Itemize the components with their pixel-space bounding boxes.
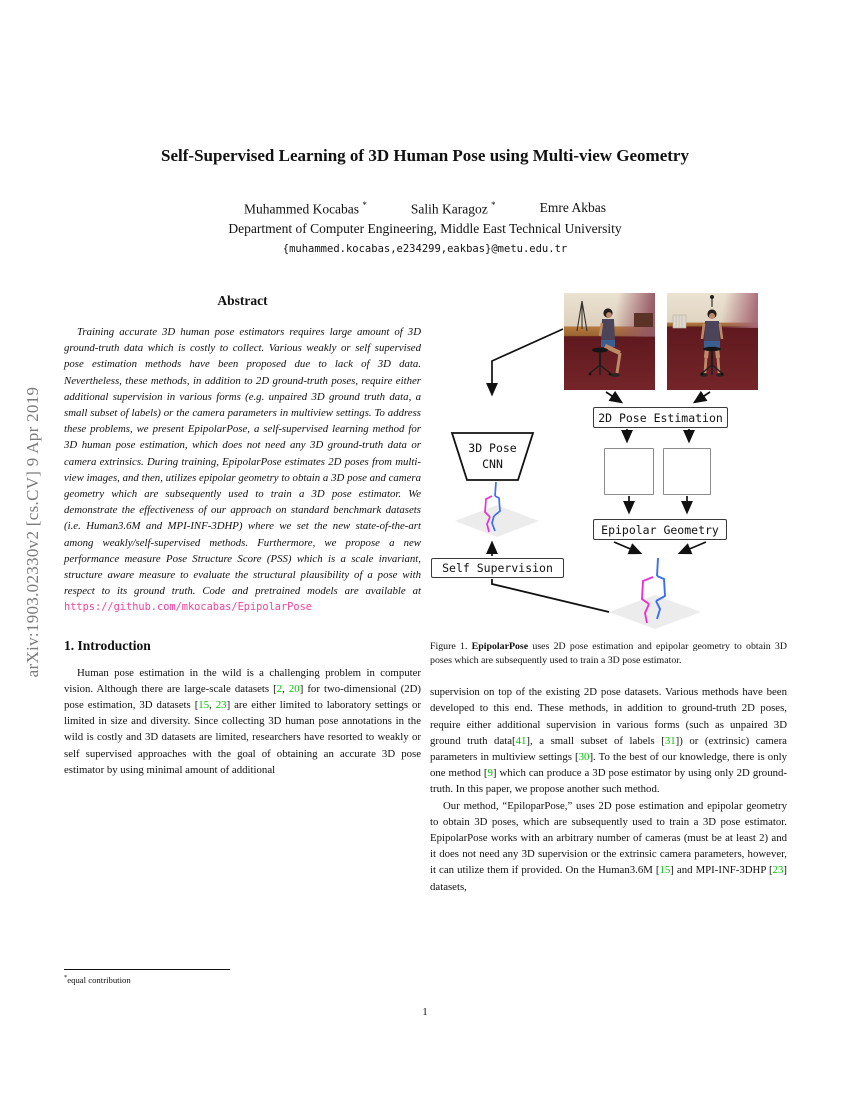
skeleton-box-1 [604, 448, 654, 495]
text-segment: Figure 1. [430, 641, 472, 652]
citation-ref[interactable]: 9 [487, 767, 493, 780]
text-segment: ] which can produce a 3D pose estimator by using only 2D ground-truth. In this paper, we propose another such method. [430, 767, 788, 796]
right-column-paragraph-2 [430, 798, 787, 895]
figure-1 [430, 290, 787, 637]
text-segment: ]. To the best of our knowledge, there is only one method [ [430, 751, 787, 780]
authors-row [0, 200, 850, 218]
author-3 [540, 200, 606, 218]
right-column [430, 290, 787, 895]
arrow-epipolar-to-3dpose-right [680, 542, 706, 553]
arrow-photo2-to-2dpose [695, 392, 710, 402]
ground-plane-left [455, 505, 539, 537]
arrow-photo-to-cnn [492, 329, 563, 394]
citation-ref[interactable]: 15 [198, 699, 210, 712]
figure-1-caption [430, 640, 787, 667]
citation-ref[interactable]: 31 [664, 734, 676, 747]
abstract-paragraph [64, 324, 421, 616]
citation-ref[interactable]: 23 [215, 699, 227, 712]
affiliation: Department of Computer Engineering, Middle East Technical University [228, 221, 622, 236]
arxiv-banner-text: arXiv:1903.02330v2 [cs.CV] 9 Apr 2019 [23, 386, 42, 678]
cnn-label-line1: 3D Pose [468, 441, 517, 455]
citation-ref[interactable]: 41 [515, 734, 527, 747]
author-2-name: Salih Karagoz [410, 201, 488, 217]
text-segment: Our method, “EpiloparPose,” uses 2D pose estimation and epipolar geometry to obtain 3D poses, which are subsequently used to train a 3D pose estimator. EpipolarPose works with an arbitrary number of cameras (must be at least 2) and it does not need any 3D supervision or the extrinsic camera parameters, however, it can utilize them if provided. On the Human3.6M [ [430, 799, 787, 877]
github-link[interactable]: https://github.com/mkocabas/EpipolarPose [64, 601, 312, 614]
text-segment: Human pose estimation in the wild is a challenging problem in computer vision. Although there are large-scale datasets [ [64, 666, 421, 695]
citation-ref[interactable]: 20 [288, 682, 300, 695]
email-line: {muhammed.kocabas,e234299,eakbas}@metu.edu.tr [282, 243, 568, 255]
skeleton-box-2 [663, 448, 711, 495]
text-segment: Training accurate 3D human pose estimators requires large amount of 3D ground-truth data which is costly to collect. Various weakly or self supervised pose estimation methods have been proposed due to lack of 3D data. Nevertheless, these methods, in addition to 2D ground-truth poses, require either additional supervision in various forms (e.g. unpaired 3D ground truth data, a small subset of labels) or the camera parameters in multiview settings. To address these problems, we present EpipolarPose, a self-supervised learning method for 3D human pose estimation, which does not need any 3D ground-truth data or camera extrinsics. During training, EpipolarPose estimates 2D poses from multi-view images, and then, utilizes epipolar geometry to obtain a 3D pose and camera geometry which are subsequently used to train a 3D pose estimator. We demonstrate the effectiveness of our approach on standard benchmark datasets (i.e. Human3.6M and MPI-INF-3DHP) where we set the new state-of-the-art among weakly/self-supervised methods. Furthermore, we propose a new performance measure Pose Structure Score (PSS) which is a scale invariant, structure aware measure to evaluate the structural plausibility of a pose with respect to its ground truth. Code and pretrained models are available at [64, 326, 421, 598]
arrow-epipolar-to-3dpose-left [614, 542, 640, 553]
text-segment: ]) or (extrinsic) camera parameters in multiview settings [ [430, 734, 787, 763]
box-epipolar-geometry: Epipolar Geometry [593, 519, 727, 540]
cnn-label [452, 440, 533, 472]
footnote-label: equal contribution [67, 974, 131, 985]
text-segment: ] datasets, [430, 864, 788, 893]
page-number: 1 [422, 1006, 428, 1018]
text-segment: uses 2D pose estimation and epipolar geometry to obtain 3D poses which are subsequently used to train a 3D pose estimator. [430, 641, 787, 666]
citation-ref[interactable]: 23 [772, 864, 784, 877]
box-2d-pose-estimation: 2D Pose Estimation [593, 407, 728, 428]
line-3dpose-to-selfsup [492, 579, 609, 612]
text-segment: , [282, 682, 289, 695]
ground-plane-bottom [609, 595, 701, 629]
text-segment: , [209, 699, 216, 712]
citation-ref[interactable]: 30 [578, 751, 590, 763]
author-2 [411, 200, 496, 218]
citation-ref[interactable]: 15 [659, 864, 671, 877]
arrow-photo1-to-2dpose [606, 392, 621, 402]
footnote-mark: * [64, 974, 68, 981]
author-1-mark: * [362, 200, 367, 210]
page-title: Self-Supervised Learning of 3D Human Pose using Multi-view Geometry [161, 146, 689, 165]
introduction-heading: 1. Introduction [64, 637, 151, 653]
text-segment: ] are either limited to laboratory settings or limited in size and diversity. Since collecting 3D human pose annotations in the wild is costly and 3D datasets are limited, researchers have resorted to weakly or self supervised approaches with the goal of obtaining an accurate 3D pose estimator by using minimal amount of additional [64, 699, 421, 776]
citation-ref[interactable]: 2 [276, 682, 283, 695]
cnn-label-line2: CNN [482, 457, 503, 471]
author-1-name: Muhammed Kocabas [243, 201, 360, 217]
introduction-paragraph [64, 665, 421, 778]
footnote-text [64, 974, 420, 985]
abstract-heading: Abstract [217, 293, 268, 308]
author-2-mark: * [491, 200, 496, 210]
author-1 [244, 200, 367, 218]
left-column [64, 293, 421, 1013]
text-segment: ] and MPI-INF-3DHP [ [670, 864, 773, 877]
box-self-supervision: Self Supervision [431, 558, 564, 578]
text-segment: ], a small subset of labels [ [526, 734, 665, 747]
text-segment: EpipolarPose [471, 641, 529, 652]
right-column-paragraph-1 [430, 684, 787, 797]
footnote-block [64, 969, 420, 985]
text-segment: ] for two-dimensional (2D) pose estimation, 3D datasets [ [64, 682, 421, 712]
text-segment: supervision on top of the existing 2D pose datasets. Various methods have been developed to this end. These methods, in addition to ground-truth 2D poses, require either additional supervision in various forms (such as unpaired 3D ground truth data[ [430, 686, 787, 747]
footnote-rule [64, 969, 230, 970]
author-3-name: Emre Akbas [539, 200, 607, 215]
